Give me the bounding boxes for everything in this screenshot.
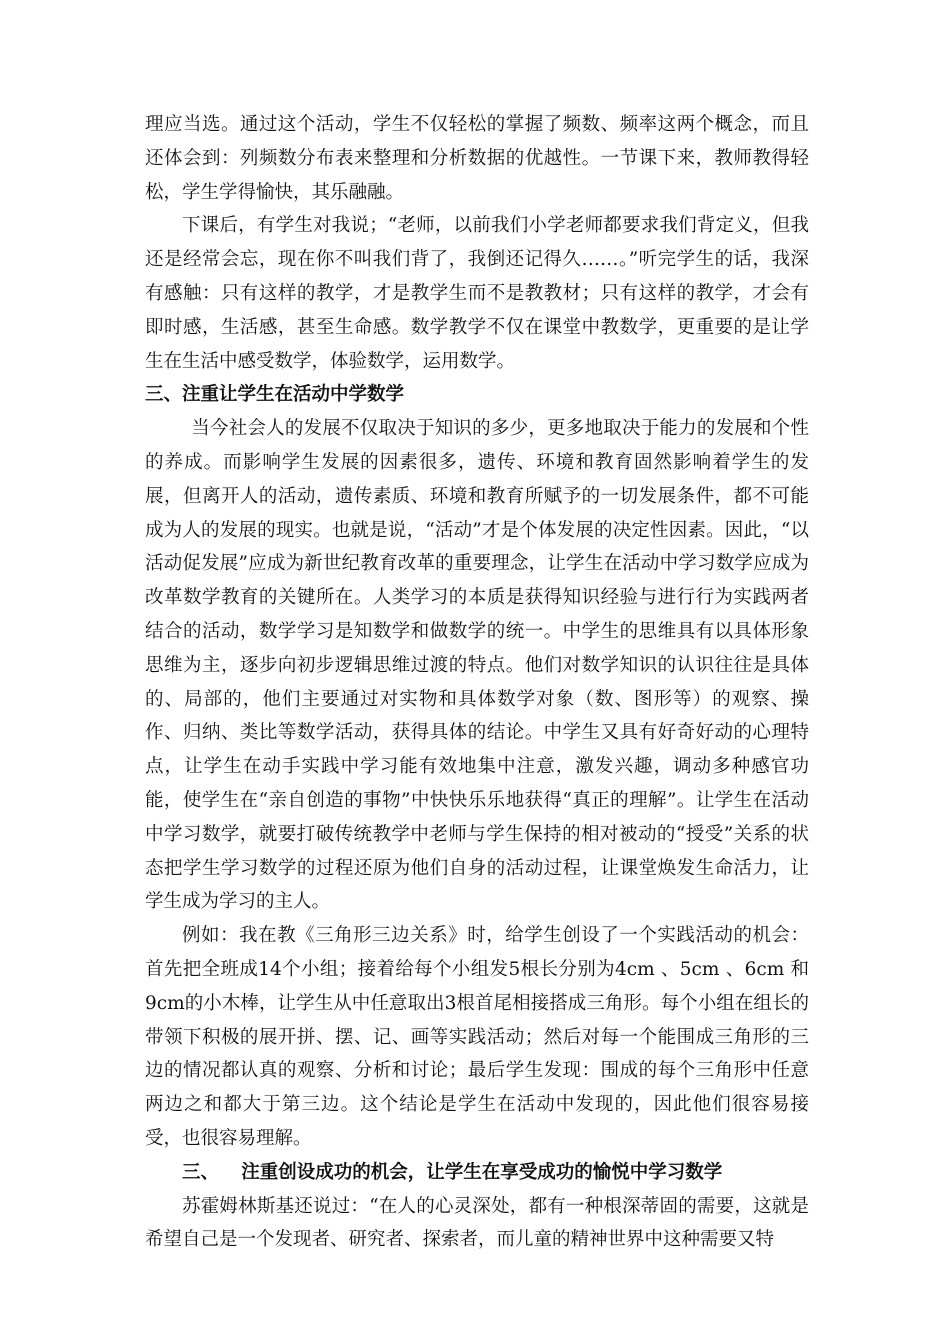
section-heading-number: 三、 xyxy=(182,1161,220,1183)
paragraph-sukhomlinsky-quote: 苏霍姆林斯基还说过：“在人的心灵深处，都有一种根深蒂固的需要，这就是希望自己是一个发现者、研究者、探索者，而儿童的精神世界中这种需要又特 xyxy=(145,1195,809,1251)
section-heading-success-opportunity xyxy=(145,1156,809,1190)
paragraph-triangle-example: 例如：我在教《三角形三边关系》时，给学生创设了一个实践活动的机会：首先把全班成14个小组；接着给每个小组发5根长分别为4cm 、5cm 、6cm 和9cm的小木棒，让学生从中任意取出3根首尾相接搭成三角形。每个小组在组长的带领下积极的展开拼、摆、记、画等实践活动；然后对每一个能围成三角形的三边的情况都认真的观察、分析和讨论；最后学生发现：围成的每个三角形中任意两边之和都大于第三边。这个结论是学生在活动中发现的，因此他们很容易接受，也很容易理解。 xyxy=(145,925,809,1149)
paragraph-student-feedback: 下课后，有学生对我说；“老师，以前我们小学老师都要求我们背定义，但我还是经常会忘，现在你不叫我们背了，我倒还记得久……。”听完学生的话，我深有感触：只有这样的教学，才是教学生而不是教教材；只有这样的教学，才会有即时感，生活感，甚至生命感。数学教学不仅在课堂中教数学，更重要的是让学生在生活中感受数学，体验数学，运用数学。 xyxy=(145,215,809,372)
paragraph-frequency-activity: 理应当选。通过这个活动，学生不仅轻松的掌握了频数、频率这两个概念，而且还体会到：列频数分布表来整理和分析数据的优越性。一节课下来，教师教得轻松，学生学得愉快，其乐融融。 xyxy=(145,114,809,203)
paragraph-activity-development: 当今社会人的发展不仅取决于知识的多少，更多地取决于能力的发展和个性的养成。而影响学生发展的因素很多，遗传、环境和教育固然影响着学生的发展，但离开人的活动，遗传素质、环境和教育所赋予的一切发展条件，都不可能成为人的发展的现实。也就是说，“活动”才是个体发展的决定性因素。因此，“以活动促发展”应成为新世纪教育改革的重要理念，让学生在活动中学习数学应成为改革数学教育的关键所在。人类学习的本质是获得知识经验与进行行为实践两者结合的活动，数学学习是知数学和做数学的统一。中学生的思维具有以具体形象思维为主，逐步向初步逻辑思维过渡的特点。他们对数学知识的认识往往是具体的、局部的，他们主要通过对实物和具体数学对象（数、图形等）的观察、操作、归纳、类比等数学活动，获得具体的结论。中学生又具有好奇好动的心理特点，让学生在动手实践中学习能有效地集中注意，激发兴趣，调动多种感官功能，使学生在“亲自创造的事物”中快快乐乐地获得“真正的理解”。让学生在活动中学习数学，就要打破传统教学中老师与学生保持的相对被动的“授受”关系的状态把学生学习数学的过程还原为他们自身的活动过程，让课堂焕发生命活力，让学生成为学习的主人。 xyxy=(145,418,809,913)
section-heading-text: 注重创设成功的机会，让学生在享受成功的愉悦中学习数学 xyxy=(241,1161,723,1183)
section-heading-activity-learning: 三、注重让学生在活动中学数学 xyxy=(145,384,405,406)
document-body xyxy=(145,108,809,1257)
